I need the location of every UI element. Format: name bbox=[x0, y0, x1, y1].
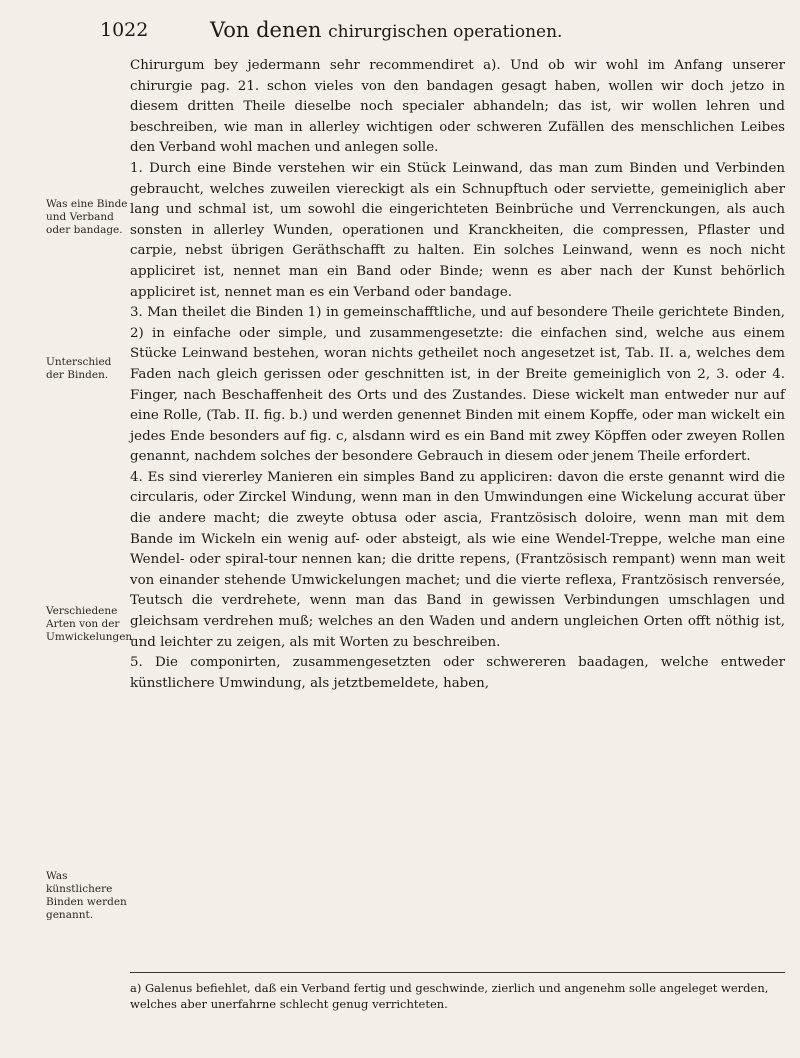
margin-note-kuenstliche: Was künstlichere Binden werden genannt. bbox=[46, 870, 127, 921]
paragraph-intro: Chirurgum bey jedermann sehr recommendiret a). Und ob wir wohl im Anfang unserer chirurgie pag. 21. schon vieles von den bandagen gesagt haben, wollen wir doch jetzo in diesem dritten Theile dieselbe noch specialer abhandeln; das ist, wir wollen lehren und beschreiben, wie man in allerley wichtigen oder schweren Zufällen des menschlichen Leibes den Verband wohl machen und anlegen solle. bbox=[130, 58, 785, 156]
margin-note-binde: Was eine Binde und Verband oder bandage. bbox=[46, 198, 128, 236]
paragraph-4: 4. Es sind viererley Manieren ein simples Band zu appliciren: davon die erste genannt wird die circularis, oder Zirckel Windung, wenn man in den Umwindungen eine Wickelung accurat über die andere macht; die zweyte obtusa oder ascia, Frantzösisch doloire, wenn man mit dem Bande im Wickeln ein wenig auf- oder absteigt, als wie eine Wendel-Treppe, welche man eine Wendel- oder spiral-tour nennen kan; die dritte repens, (Frantzösisch rempant) wenn man weit von einander stehende Umwickelungen machet; und die vierte reflexa, Frantzösisch renversée, Teutsch die verdrehete, wenn man das Band in gewissen Verbindungen umschlagen und gleichsam verdrehen muß; welches an den Waden und andern ungleichen Orten offt nöthig ist, und leichter zu zeigen, als mit Worten zu beschreiben. bbox=[130, 469, 785, 650]
paragraph-5: 5. Die componirten, zusammengesetzten oder schwereren baadagen, welche entweder künstlichere Umwindung, als jetztbemeldete, haben, bbox=[130, 655, 785, 691]
paragraph-3: 3. Man theilet die Binden 1) in gemeinschafftliche, und auf besondere Theile gerichtete Binden, 2) in einfache oder simple, und zusammengesetzte: die einfachen sind, welche aus einem Stücke Leinwand bestehen, woran nichts getheilet noch angesetzet ist, Tab. II. a, welches dem Faden nach gleich gerissen oder geschnitten ist, in der Breite gemeiniglich von 2, 3. oder 4. Finger, nach Beschaffenheit des Orts und des Zustandes. Diese wickelt man entweder nur auf eine Rolle, (Tab. II. fig. b.) und werden genennet Binden mit einem Kopffe, oder man wickelt ein jedes Ende besonders auf fig. c, alsdann wird es ein Band mit zwey Köpffen oder zweyen Rollen genannt, nachdem solches der besondere Gebrauch in diesem oder jenem Theile erfordert. bbox=[130, 305, 785, 465]
paragraph-1: 1. Durch eine Binde verstehen wir ein Stück Leinwand, das man zum Binden und Verbinden gebraucht, welches zuweilen viereckigt als ein Schnupftuch oder serviette, gemeiniglich aber lang und schmal ist, um sowohl die eingerichteten Beinbrüche und Verrenckungen, als auch sonsten in allerley Wunden, operationen und Kranckheiten, die compressen, Pflaster und carpie, nebst übrigen Geräthschafft zu halten. Ein solches Leinwand, wenn es noch nicht appliciret ist, nennet man ein Band oder Binde; wenn es aber nach der Kunst behörlich appliciret ist, nennet man es ein Verband oder bandage. bbox=[130, 160, 785, 300]
page-header bbox=[100, 10, 780, 50]
page-number: 1022 bbox=[100, 19, 149, 41]
footnote-divider bbox=[130, 972, 785, 973]
body-text bbox=[130, 56, 785, 694]
running-title bbox=[210, 18, 562, 42]
margin-note-umwickelungen: Verschiedene Arten von der Umwickelungen. bbox=[46, 605, 136, 643]
running-title-german: Von denen bbox=[210, 18, 322, 42]
footnote: a) Galenus befiehlet, daß ein Verband fertig und geschwinde, zierlich und angenehm solle angeleget werden, welches aber unerfahrne schlecht genug verrichteten. bbox=[130, 981, 769, 1011]
margin-note-unterschied: Unterschied der Binden. bbox=[46, 356, 112, 381]
running-title-latin: chirurgischen operationen. bbox=[328, 22, 563, 42]
